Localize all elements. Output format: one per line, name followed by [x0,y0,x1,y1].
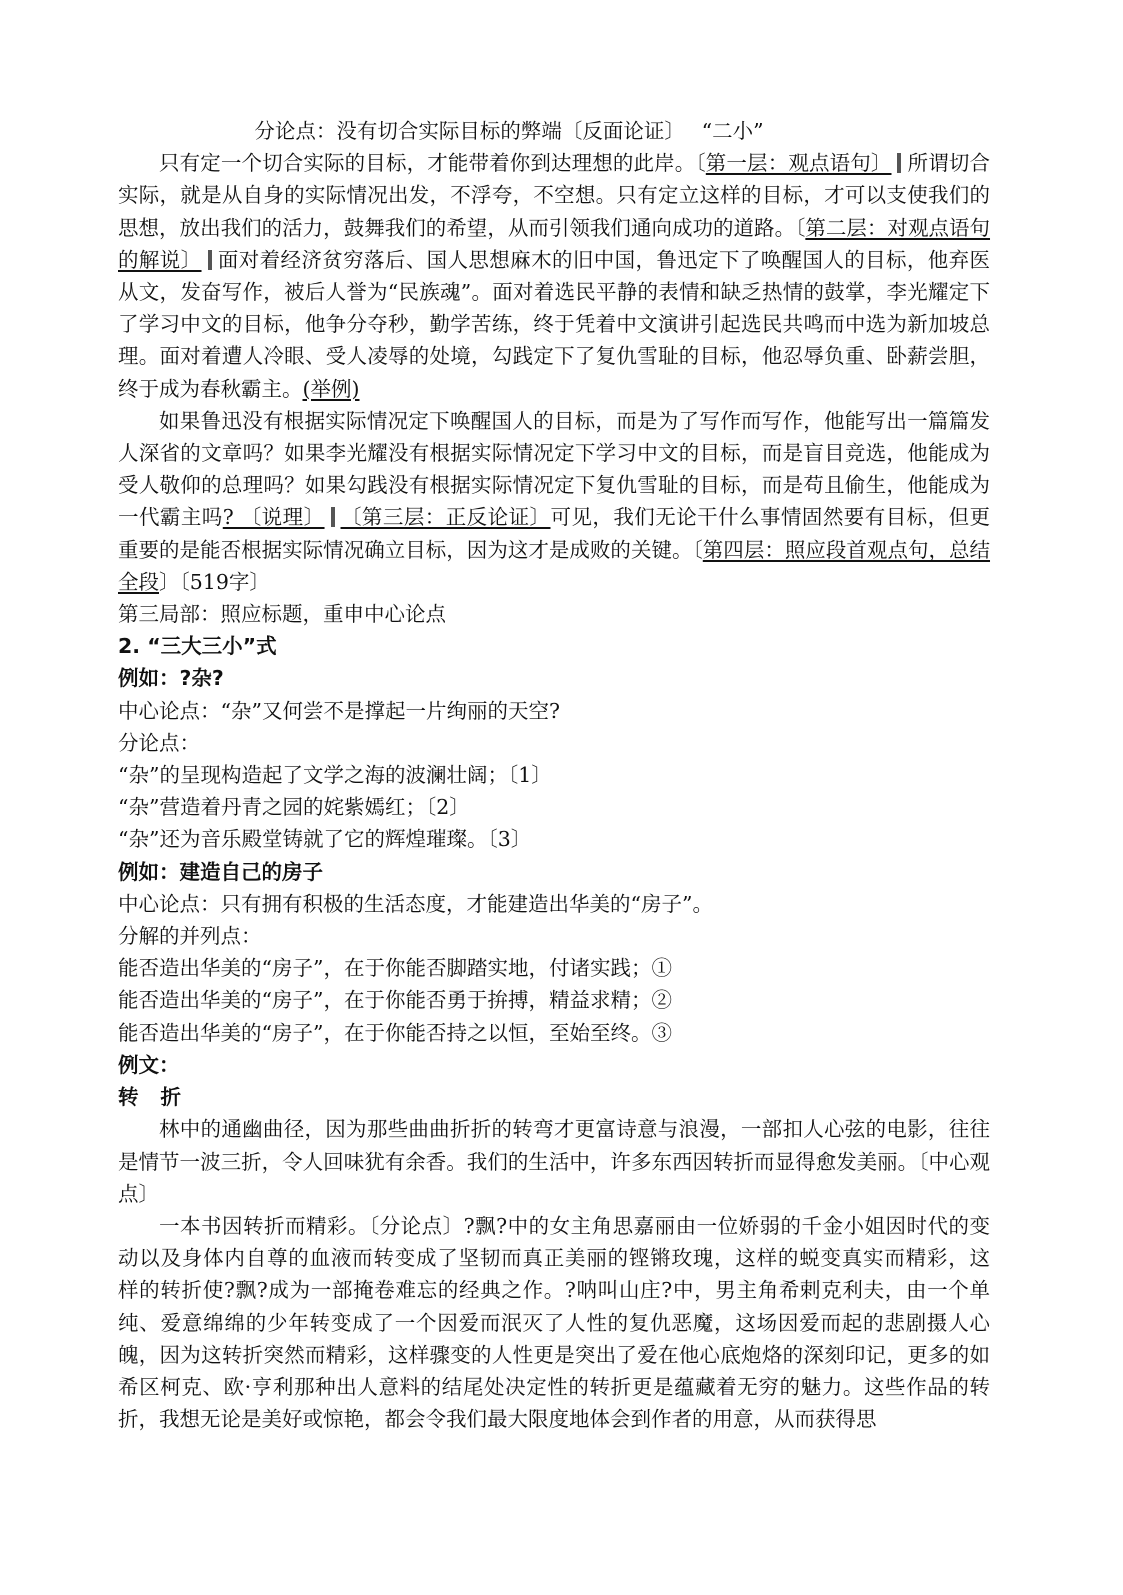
example-heading: 例如：建造自己的房子 [118,859,323,884]
sub-argument-item: “杂”营造着丹青之园的姹紫嫣红；〔2〕 [118,795,470,820]
document-page [118,115,1011,1435]
sub-argument-label: 分论点： [118,730,200,755]
sub-argument-item: 能否造出华美的“房子”，在于你能否脚踏实地，付诸实践；① [118,956,672,981]
section-heading: 2. “三大三小”式 [118,634,277,659]
annotation-layer-4: 第四层：照应段首观点句，总结全段 [118,537,991,594]
essay-title: 转折 [118,1085,203,1110]
sub-point-heading: 分论点：没有切合实际目标的弊端〔反面论证〕 “二小” [254,119,764,143]
sub-argument-label: 分解的并列点： [118,924,262,949]
divider-mark [208,250,212,270]
text-segment: 只有定一个切合实际的目标，才能带着你到达理想的此岸。〔 [159,151,706,176]
sub-argument-item: “杂”还为音乐殿堂铸就了它的辉煌璀璨。〔3〕 [118,827,532,852]
text-segment: 所谓切合实际，就是从自身的实际情况出发，不浮夸，不空想。只有定立这样的目标，才可以支使我们的思想，放出我们的活力，鼓舞我们的希望，从而引领我们通向成功的道路。〔 [118,151,991,240]
divider-mark [897,153,901,173]
paragraph-layer-analysis [118,147,990,405]
divider-mark [331,507,335,527]
example-heading: 例如：?杂? [118,666,224,691]
text-segment: 〕〔519字〕 [159,569,270,594]
text-segment: 面对着经济贫穷落后、国人思想麻木的旧中国，鲁迅定下了唤醒国人的目标，他弃医从文，发奋写作，被后人誉为“民族魂”。面对着选民平静的表情和缺乏热情的鼓掌，李光耀定下了学习中文的目标，他争分夺秒，勤学苦练，终于凭着中文演讲引起选民共鸣而中选为新加坡总理。面对着遭人冷眼、受人凌辱的处境，勾践定下了复仇雪耻的目标，他忍辱负重、卧薪尝胆，终于成为春秋霸主。 [118,247,991,401]
annotation-layer-3: 〔第三层：正反论证〕 [340,505,551,530]
central-argument: 中心论点：只有拥有积极的生活态度，才能建造出华美的“房子”。 [118,891,713,916]
central-argument: 中心论点：“杂”又何尝不是撑起一片绚丽的天空? [118,698,560,723]
paragraph-counter-argument [118,405,990,598]
annotation-layer-1: 第一层：观点语句〕 [705,151,892,176]
sub-argument-item: 能否造出华美的“房子”，在于你能否勇于拚搏，精益求精；② [118,988,672,1013]
annotation-reasoning: ? 〔说理〕 [222,505,325,530]
part-three-line: 第三局部：照应标题，重申中心论点 [118,602,446,627]
sub-argument-item: 能否造出华美的“房子”，在于你能否持之以恒，至始至终。③ [118,1020,672,1045]
annotation-example: (举例) [302,376,360,401]
text-segment: 如果鲁迅没有根据实际情况定下唤醒国人的目标，而是为了写作而写作，他能写出一篇篇发人深省的文章吗？如果李光耀没有根据实际情况定下学习中文的目标，而是盲目竞选，他能成为受人敬仰的总理吗？如果勾践没有根据实际情况定下复仇雪耻的目标，而是苟且偷生，他能成为一代霸主吗 [118,408,990,530]
essay-paragraph: 一本书因转折而精彩。〔分论点〕?飘?中的女主角思嘉丽由一位娇弱的千金小姐因时代的变动以及身体内自尊的血液而转变成了坚韧而真正美丽的铿锵玫瑰，这样的蜕变真实而精彩，这 样的转折使?飘?成为一部掩卷难忘的经典之作。?呐叫山庄?中，男主角希剌克利夫，由一个单纯、爱意绵绵的少年转变成了一个因爱而泯灭了人性的复仇恶魔，这场因爱而起的悲剧摄人心魄，因为这转折突然而精彩，这样骤变的人性更是突出了爱在他心底炮烙的深刻印记，更多的如希区柯克、欧·亨利那种出人意料的结尾处决定性的转折更是蕴藏着无穷的魅力。这些作品的转折，我想无论是美好或惊艳，都会令我们最大限度地体会到作者的用意，从而获得思 [118,1213,1011,1432]
essay-paragraph: 林中的通幽曲径，因为那些曲曲折折的转弯才更富诗意与浪漫，一部扣人心弦的电影，往往是情节一波三折，令人回味犹有余香。我们的生活中，许多东西因转折而显得愈发美丽。〔中心观点〕 [118,1117,990,1206]
essay-label: 例文： [118,1052,180,1077]
annotation-layer-2: 第二层：对观点语句的解说〕 [118,215,991,272]
sub-argument-item: “杂”的呈现构造起了文学之海的波澜壮阔；〔1〕 [118,763,552,788]
text-segment: 可见，我们无论干什么事情固然要有目标，但更重要的是能否根据实际情况确立目标，因为这才是成败的关键。〔 [118,505,991,562]
